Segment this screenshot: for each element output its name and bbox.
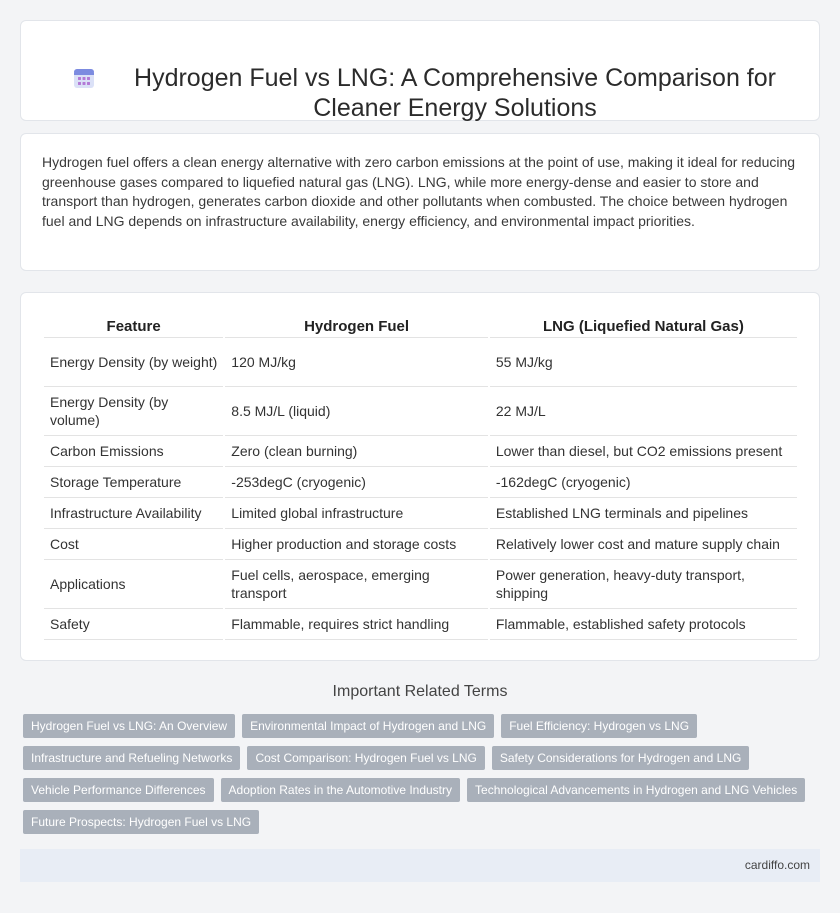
calendar-icon <box>73 67 95 89</box>
header-card <box>20 20 820 121</box>
column-header-feature: Feature <box>44 313 223 338</box>
table-cell-lng: Power generation, heavy-duty transport, shipping <box>490 560 797 609</box>
tag-row <box>23 778 823 802</box>
related-term-tag[interactable]: Fuel Efficiency: Hydrogen vs LNG <box>501 714 697 738</box>
table-cell-lng: -162degC (cryogenic) <box>490 467 797 498</box>
related-terms-heading: Important Related Terms <box>332 683 508 700</box>
table-row <box>44 387 797 436</box>
column-header-lng: LNG (Liquefied Natural Gas) <box>490 313 797 338</box>
table-cell-hydrogen: 120 MJ/kg <box>225 338 488 387</box>
table-row <box>44 498 797 529</box>
footer <box>20 849 820 882</box>
table-cell-hydrogen: 8.5 MJ/L (liquid) <box>225 387 488 436</box>
table-cell-hydrogen: Flammable, requires strict handling <box>225 609 488 640</box>
related-term-tag[interactable]: Adoption Rates in the Automotive Industry <box>221 778 460 802</box>
table-cell-feature: Energy Density (by volume) <box>44 387 223 436</box>
page-title: Hydrogen Fuel vs LNG: A Comprehensive Comparison for Cleaner Energy Solutions <box>134 64 776 122</box>
intro-card <box>20 133 820 271</box>
related-term-tag[interactable]: Cost Comparison: Hydrogen Fuel vs LNG <box>247 746 484 770</box>
table-header-row <box>44 313 797 338</box>
table-cell-feature: Cost <box>44 529 223 560</box>
table-row <box>44 609 797 640</box>
table-row <box>44 436 797 467</box>
column-header-hydrogen: Hydrogen Fuel <box>225 313 488 338</box>
tag-row <box>23 714 823 738</box>
intro-paragraph: Hydrogen fuel offers a clean energy alternative with zero carbon emissions at the point of use, making it ideal for reducing greenhouse gases compared to liquefied natural gas (LNG). LNG, while more energy-dense and easier to store and transport than hydrogen, generates carbon dioxide and other pollutants when combusted. The choice between hydrogen fuel and LNG depends on infrastructure availability, energy efficiency, and environmental impact priorities. <box>42 154 796 229</box>
table-cell-feature: Applications <box>44 560 223 609</box>
table-cell-feature: Energy Density (by weight) <box>44 338 223 387</box>
table-cell-feature: Safety <box>44 609 223 640</box>
table-cell-hydrogen: Higher production and storage costs <box>225 529 488 560</box>
table-cell-lng: Established LNG terminals and pipelines <box>490 498 797 529</box>
comparison-table <box>42 313 799 640</box>
related-term-tag[interactable]: Environmental Impact of Hydrogen and LNG <box>242 714 494 738</box>
related-term-tag[interactable]: Future Prospects: Hydrogen Fuel vs LNG <box>23 810 259 834</box>
table-row <box>44 467 797 498</box>
table-cell-feature: Carbon Emissions <box>44 436 223 467</box>
related-term-tag[interactable]: Infrastructure and Refueling Networks <box>23 746 240 770</box>
related-term-tag[interactable]: Vehicle Performance Differences <box>23 778 214 802</box>
related-term-tag[interactable]: Hydrogen Fuel vs LNG: An Overview <box>23 714 235 738</box>
related-terms-list <box>23 714 823 842</box>
tag-row <box>23 810 823 834</box>
table-row <box>44 338 797 387</box>
table-cell-feature: Storage Temperature <box>44 467 223 498</box>
table-cell-lng: 55 MJ/kg <box>490 338 797 387</box>
table-cell-lng: Flammable, established safety protocols <box>490 609 797 640</box>
table-row <box>44 529 797 560</box>
footer-site-link[interactable]: cardiffo.com <box>744 858 810 872</box>
table-cell-hydrogen: Fuel cells, aerospace, emerging transport <box>225 560 488 609</box>
table-row <box>44 560 797 609</box>
table-cell-lng: Lower than diesel, but CO2 emissions present <box>490 436 797 467</box>
table-cell-feature: Infrastructure Availability <box>44 498 223 529</box>
table-cell-hydrogen: -253degC (cryogenic) <box>225 467 488 498</box>
table-cell-hydrogen: Zero (clean burning) <box>225 436 488 467</box>
comparison-table-card <box>20 292 820 661</box>
table-cell-lng: 22 MJ/L <box>490 387 797 436</box>
table-cell-lng: Relatively lower cost and mature supply chain <box>490 529 797 560</box>
related-term-tag[interactable]: Technological Advancements in Hydrogen and LNG Vehicles <box>467 778 805 802</box>
table-cell-hydrogen: Limited global infrastructure <box>225 498 488 529</box>
tag-row <box>23 746 823 770</box>
related-term-tag[interactable]: Safety Considerations for Hydrogen and LNG <box>492 746 749 770</box>
